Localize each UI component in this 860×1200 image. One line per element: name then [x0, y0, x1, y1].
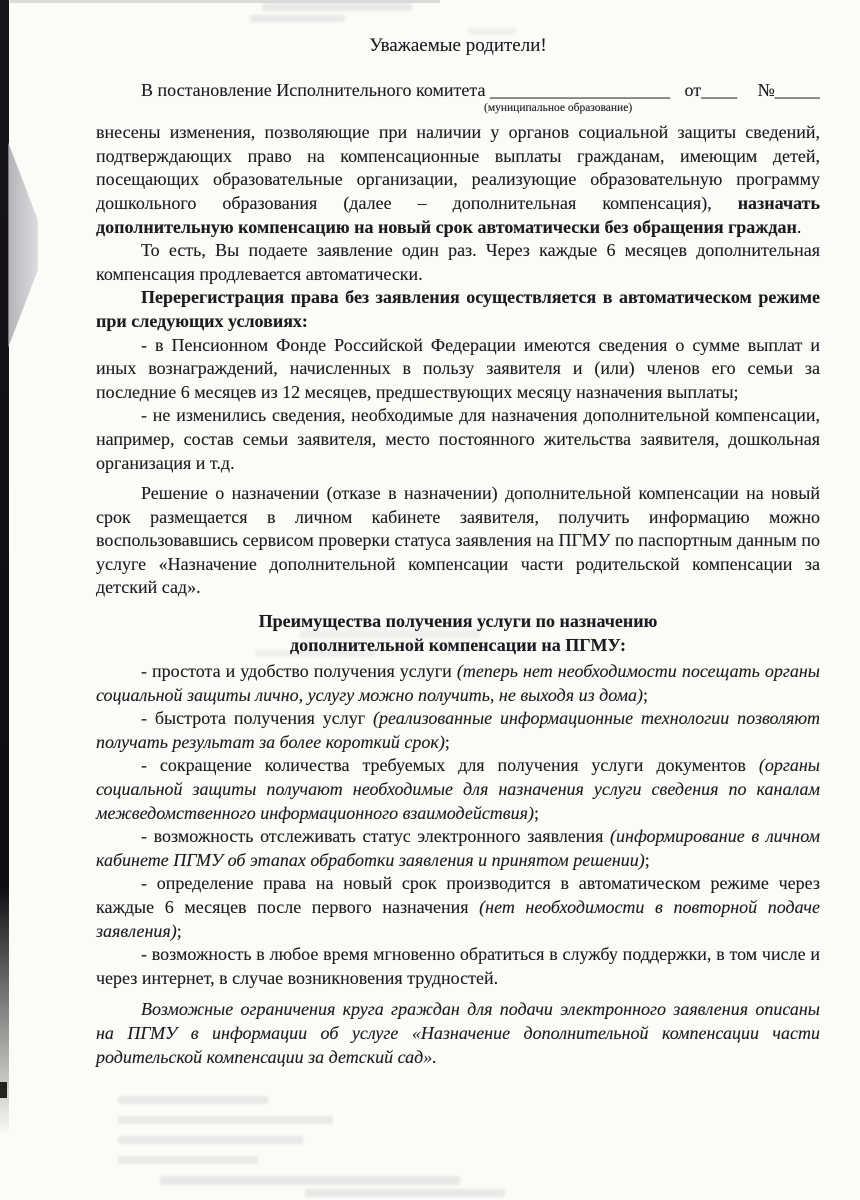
benefit-item-note: (теперь нет необходимости посещать органы социальной защиты лично, услугу можно получить, не выходя из дома) [96, 661, 820, 705]
bleed-through-line [118, 1136, 303, 1144]
bleed-through-line [118, 1156, 258, 1164]
municipality-blank-field: ____________________ [489, 79, 670, 100]
benefit-item-text: - возможность в любое время мгновенно обратиться в службу поддержки, в том числе и через интернет, в случае возникновения трудностей. [96, 944, 820, 988]
benefit-item-note: (реализованные информационные технологии позволяют получать результат за более короткий срок) [96, 708, 821, 752]
condition-item-1: - в Пенсионном Фонде Российской Федерации имеются сведения о сумме выплат и иных вознаграждений, начисленных в пользу заявителя и (или) членов его семьи за последние 6 месяцев из 12 месяцев, предшествующих месяцу назначения выплаты; [96, 334, 820, 402]
bleed-through-line [262, 3, 412, 11]
benefit-item-note: (органы социальной защиты получают необходимые для назначения услуги сведения по каналам межведомственного информационного взаимодействия) [96, 755, 820, 823]
paragraph-decision: Решение о назначении (отказе в назначении) дополнительной компенсации на новый срок размещается в личном кабинете заявителя, получить информацию можно воспользовавшись сервисом проверки статуса заявления на ПГМУ по паспортным данным по услуге «Назначение дополнительной компенсации части родительской компенсации за детский сад». [96, 483, 820, 598]
benefit-item-text: - определение права на новый срок производится в автоматическом режиме через каждые 6 месяцев после первого назначения [96, 873, 820, 917]
benefit-item [96, 660, 820, 707]
paragraph-amendments-tail: . [796, 216, 802, 237]
document-title: Уважаемые родители! [369, 35, 547, 56]
heading-reregistration: Перерегистрация права без заявления осуществляется в автоматическом режиме при следующих условиях: [96, 287, 820, 331]
resolution-line [96, 79, 820, 103]
benefit-item-text: - простота и удобство получения услуги [141, 661, 457, 682]
benefits-heading-line1: Преимущества получения услуги по назначению [258, 611, 658, 632]
benefit-item-note: (нет необходимости в повторной подаче заявления) [96, 897, 820, 941]
bleed-through-line [118, 1096, 268, 1104]
benefit-item-text: - быстрота получения услуг [141, 708, 374, 729]
benefit-item-tail: ; [176, 920, 182, 941]
municipality-caption: (муниципальное образование) [484, 102, 633, 115]
benefit-item-note: (информирование в личном кабинете ПГМУ об этапах обработки заявления и принятом решении) [96, 826, 820, 870]
date-blank-field: от____ [684, 79, 738, 100]
document-content [96, 34, 820, 1069]
closing-note: Возможные ограничения круга граждан для подачи электронного заявления описаны на ПГМУ в информации об услуге «Назначение дополнительной компенсации части родительской компенсации за детский сад». [96, 999, 820, 1067]
paragraph-once: То есть, Вы подаете заявление один раз. Через каждые 6 месяцев дополнительная компенсация продлевается автоматически. [96, 240, 820, 284]
paragraph-amendments [96, 121, 820, 239]
bleed-through-line [118, 1116, 333, 1124]
bleed-through-line [250, 15, 345, 22]
number-blank-field: №_____ [757, 79, 820, 100]
benefit-item-tail: ; [444, 731, 450, 752]
benefit-item-tail: ; [643, 684, 649, 705]
condition-item-2: - не изменились сведения, необходимые для назначения дополнительной компенсации, например, состав семьи заявителя, место постоянного жительства заявителя, дошкольная организация и т.д. [96, 405, 820, 473]
scan-mark-artifact [0, 1082, 7, 1098]
scan-fold-artifact [8, 142, 38, 348]
scan-edge-artifact [0, 0, 9, 1136]
resolution-lead-text: В постановление Исполнительного комитета [141, 79, 486, 100]
benefits-heading-line2: дополнительной компенсации на ПГМУ: [290, 635, 626, 656]
benefits-heading [96, 609, 820, 657]
benefit-item-tail: ; [644, 849, 650, 870]
benefit-item-tail: ; [533, 802, 539, 823]
benefit-item [96, 943, 820, 990]
bleed-through-line [305, 1189, 505, 1197]
paragraph-amendments-bold: назначать дополнительную компенсацию на новый срок автоматически без обращения граждан [96, 192, 820, 237]
benefit-item [96, 707, 820, 754]
benefit-item [96, 754, 820, 825]
benefit-item-text: - сокращение количества требуемых для получения услуги документов [141, 755, 759, 776]
benefit-item [96, 825, 820, 872]
benefit-item-text: - возможность отслеживать статус электронного заявления [141, 826, 611, 847]
benefit-item [96, 872, 820, 943]
paragraph-amendments-text: внесены изменения, позволяющие при наличии у органов социальной защиты сведений, подтверждающих право на компенсационные выплаты гражданам, имеющим детей, посещающих образовательные организации, реализующие образовательную программу дошкольного образования (далее – дополнительная компенсация), [96, 122, 820, 213]
bleed-through-line [160, 1176, 460, 1185]
